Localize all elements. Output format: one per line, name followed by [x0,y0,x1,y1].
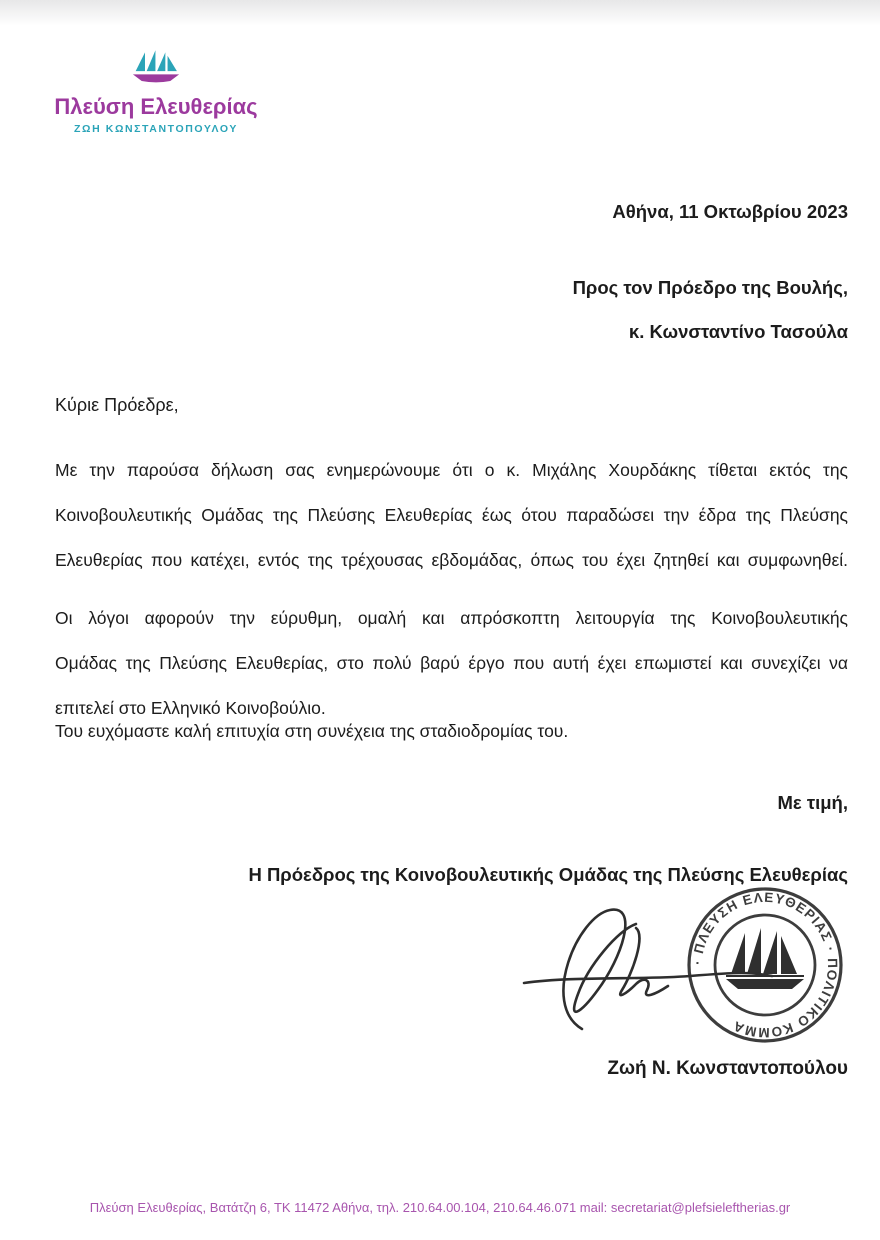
paragraph-1-line-3: Ελευθερίας που κατέχει, εντός της τρέχουσας εβδομάδας, όπως του έχει ζητηθεί και συμφωνηθεί. [55,550,848,570]
svg-text:· ΠΛΕΥΣΗ ΕΛΕΥΘΕΡΙΑΣ · ΠΟΛΙΤΙΚΟ [690,890,840,1040]
sailboat-icon [123,48,189,92]
signature-and-stamp [520,886,850,1051]
paragraph-1-line-2: Κοινοβουλευτικής Ομάδας της Πλεύσης Ελευθερίας έως ότου παραδώσει την έδρα της Πλεύσης [55,505,848,525]
stamp-ring-text: · ΠΛΕΥΣΗ ΕΛΕΥΘΕΡΙΑΣ · ΠΟΛΙΤΙΚΟ ΚΟΜΜΑ [689,889,841,1041]
recipient-block [55,266,848,354]
party-name: Πλεύση Ελευθερίας [54,94,258,119]
paragraph-1-line-1: Με την παρούσα δήλωση σας ενημερώνουμε ότι ο κ. Μιχάλης Χουρδάκης τίθεται εκτός της [55,460,848,480]
recipient-line-2: κ. Κωνσταντίνο Τασούλα [628,321,848,342]
paragraph-2-line-3: επιτελεί στο Ελληνικό Κοινοβούλιο. [55,698,326,718]
signer-title: Η Πρόεδρος της Κοινοβουλευτικής Ομάδας της Πλεύσης Ελευθερίας [248,864,848,885]
recipient-line-1: Προς τον Πρόεδρο της Βουλής, [572,277,848,298]
paragraph-2-line-2: Ομάδας της Πλεύσης Ελευθερίας, στο πολύ βαρύ έργο που αυτή έχει επωμιστεί και συνεχίζει να [55,653,848,673]
footer-contact-line: Πλεύση Ελευθερίας, Βατάτζη 6, ΤΚ 11472 Αθήνα, τηλ. 210.64.00.104, 210.64.46.071 mail: secretariat@plefsieleftherias.gr [89,1200,791,1215]
paragraph-3: Του ευχόμαστε καλή επιτυχία στη συνέχεια της σταδιοδρομίας του. [55,721,569,741]
party-leader-name: ΖΩΗ ΚΩΝΣΤΑΝΤΟΠΟΥΛΟΥ [74,123,238,136]
date-line: Αθήνα, 11 Οκτωβρίου 2023 [612,201,848,222]
scan-top-shadow [0,0,880,26]
paragraph-1 [55,448,848,583]
signer-name: Ζωή Ν. Κωνσταντοπούλου [607,1058,848,1079]
stamp-signature-graphic [520,886,850,1051]
stamp-ship-icon [726,928,804,989]
salutation: Κύριε Πρόεδρε, [55,395,179,415]
stamp-seal [689,889,841,1041]
closing-salutation: Με τιμή, [777,792,848,813]
paragraph-2-line-1: Οι λόγοι αφορούν την εύρυθμη, ομαλή και απρόσκοπτη λειτουργία της Κοινοβουλευτικής [55,608,848,628]
party-logo [52,48,260,135]
